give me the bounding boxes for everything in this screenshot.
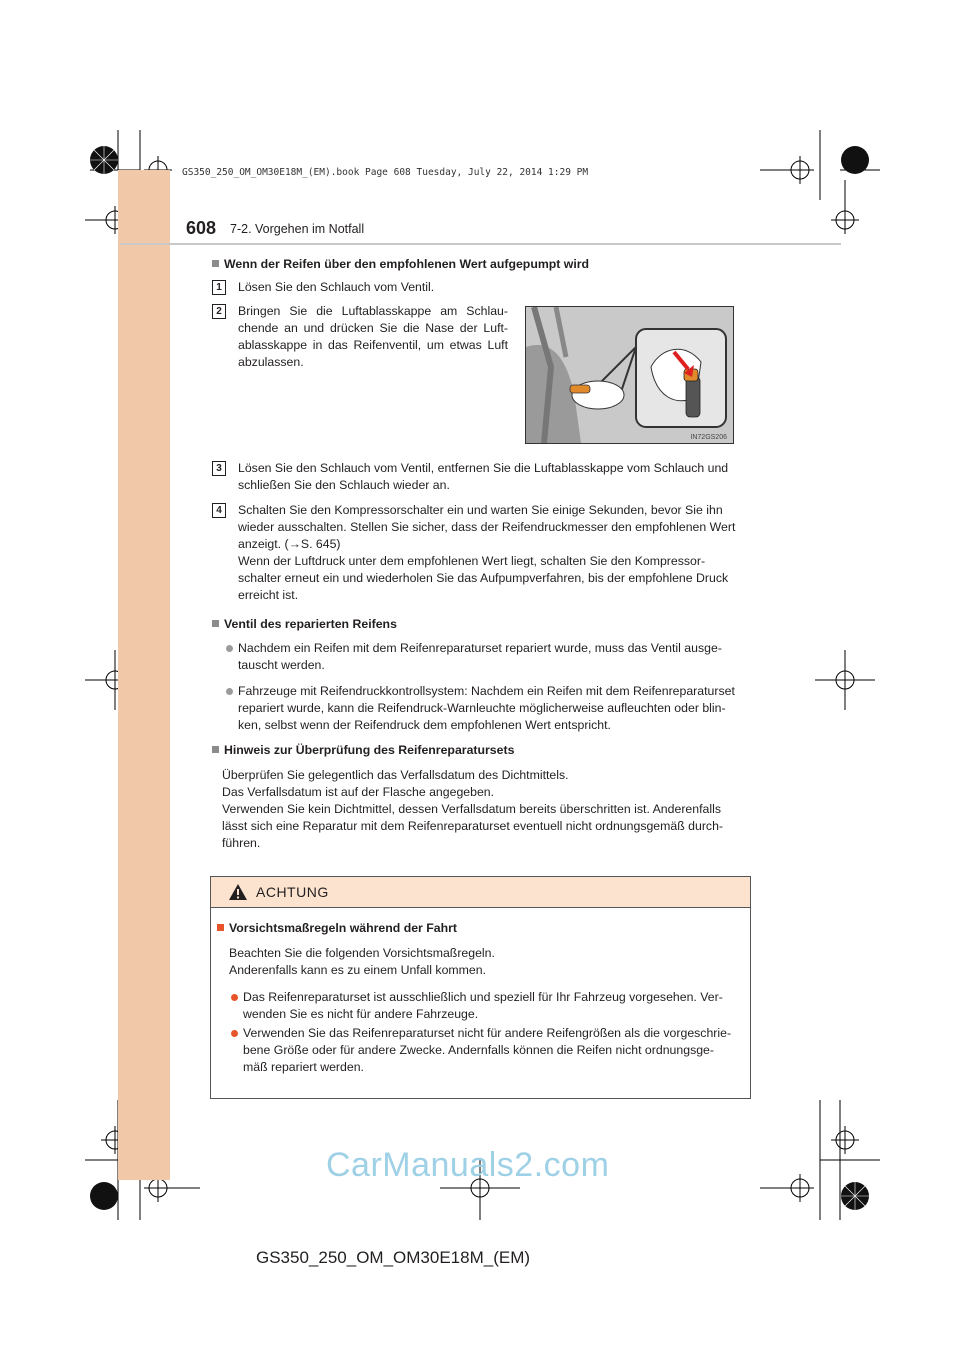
step-line: Schalten Sie den Kompressorschalter ein und warten Sie einige Sekunden, bevor Sie ihn xyxy=(238,503,723,517)
chapter-sidebar-tab xyxy=(118,170,170,1180)
warning-bullet-text xyxy=(243,989,743,1023)
step-text xyxy=(238,303,508,371)
square-bullet-icon xyxy=(212,260,219,267)
square-bullet-icon xyxy=(212,746,219,753)
bullet-line: tauscht werden. xyxy=(238,658,325,672)
step-number: 3 xyxy=(212,461,226,476)
step-line: abzulassen. xyxy=(238,355,304,369)
inflated-heading-text: Wenn der Reifen über den empfohlenen Wert aufgepumpt wird xyxy=(224,257,590,271)
valve-heading-text: Ventil des reparierten Reifens xyxy=(224,617,397,631)
step-line: Bringen Sie die Luftablasskappe am Schlau- xyxy=(238,304,508,318)
warning-line: mäß repariert werden. xyxy=(243,1060,364,1074)
bullet-line: Nachdem ein Reifen mit dem Reifenreparaturset repariert wurde, muss das Ventil ausge- xyxy=(238,641,722,655)
page-number: 608 xyxy=(186,218,217,238)
step-text xyxy=(238,502,746,604)
step-text xyxy=(238,460,746,494)
step-line: wieder ausschalten. Stellen Sie sicher, dass der Reifendruckmesser den empfohlenen Wert xyxy=(238,520,736,534)
step-number: 4 xyxy=(212,503,226,518)
warning-line: Beachten Sie die folgenden Vorsichtsmaßregeln. xyxy=(229,946,495,960)
watermark-text: CarManuals2.com xyxy=(326,1146,610,1184)
step-line: erreicht ist. xyxy=(238,588,299,602)
step-line: chende an und drücken Sie die Nase der Luft- xyxy=(238,321,508,335)
bullet-line: ken, selbst wenn der Reifendruck dem empfohlenen Wert entspricht. xyxy=(238,718,611,732)
step-line: schließen Sie den Schlauch wieder an. xyxy=(238,478,450,492)
check-line: Verwenden Sie kein Dichtmittel, dessen Verfallsdatum bereits überschritten ist. Anderenfalls xyxy=(222,802,721,816)
footer-code: GS350_250_OM_OM30E18M_(EM) xyxy=(256,1248,531,1267)
valve-bullet-text xyxy=(238,683,748,734)
header-rule xyxy=(120,243,841,245)
warning-heading xyxy=(217,921,457,935)
bullet-icon xyxy=(226,645,233,652)
check-text xyxy=(222,767,746,852)
bullet-line: repariert wurde, kann die Reifendruck-Warnleuchte möglicherweise aufleuchten oder blin- xyxy=(238,701,726,715)
check-line: Überprüfen Sie gelegentlich das Verfallsdatum des Dichtmittels. xyxy=(222,768,569,782)
warning-line: Das Reifenreparaturset ist ausschließlich und speziell für Ihr Fahrzeug vorgesehen. Ver- xyxy=(243,990,723,1004)
step-text xyxy=(238,279,498,296)
valve-heading xyxy=(212,617,397,631)
step-number: 2 xyxy=(212,304,226,319)
warning-header xyxy=(211,877,750,908)
check-line: Das Verfallsdatum ist auf der Flasche angegeben. xyxy=(222,785,495,799)
step-line: ablasskappe in das Reifenventil, um etwas Luft xyxy=(238,338,508,352)
check-line: lässt sich eine Reparatur mit dem Reifenreparaturset eventuell nicht ordnungsgemäß durch- xyxy=(222,819,724,833)
inflated-heading xyxy=(212,257,589,271)
square-bullet-icon xyxy=(212,620,219,627)
section-title: 7-2. Vorgehen im Notfall xyxy=(230,222,365,236)
warning-box xyxy=(210,876,751,1099)
warning-line: Anderenfalls kann es zu einem Unfall kommen. xyxy=(229,963,486,977)
valve-bullet-text xyxy=(238,640,748,674)
bullet-icon xyxy=(231,994,238,1001)
bullet-icon xyxy=(226,688,233,695)
step-line: schalter erneut ein und wiederholen Sie das Aufpumpverfahren, bis der empfohlene Druck xyxy=(238,571,729,585)
warning-line: bene Größe oder für andere Zwecke. Andernfalls können die Reifen nicht ordnungsge- xyxy=(243,1043,714,1057)
bullet-icon xyxy=(231,1030,238,1037)
check-heading-text: Hinweis zur Überprüfung des Reifenreparatursets xyxy=(224,743,515,757)
warning-bullet-text xyxy=(243,1025,743,1076)
step-line: Wenn der Luftdruck unter dem empfohlenen Wert liegt, schalten Sie den Kompressor- xyxy=(238,554,706,568)
warning-intro xyxy=(229,945,739,979)
warning-title: ACHTUNG xyxy=(256,884,329,900)
check-line: führen. xyxy=(222,836,261,850)
step-line: Lösen Sie den Schlauch vom Ventil, entfernen Sie die Luftablasskappe vom Schlauch und xyxy=(238,461,729,475)
bullet-line: Fahrzeuge mit Reifendruckkontrollsystem: Nachdem ein Reifen mit dem Reifenreparaturset xyxy=(238,684,735,698)
figure-id: IN72GS206 xyxy=(690,434,727,441)
warning-heading-text: Vorsichtsmaßregeln während der Fahrt xyxy=(229,921,458,935)
step-line: Lösen Sie den Schlauch vom Ventil. xyxy=(238,280,435,294)
valve-cap-illustration xyxy=(525,306,734,444)
step-number: 1 xyxy=(212,280,226,295)
warning-line: Verwenden Sie das Reifenreparaturset nicht für andere Reifengrößen als die vorgeschrie- xyxy=(243,1026,732,1040)
warning-triangle-icon xyxy=(228,883,248,901)
book-file-header: GS350_250_OM_OM30E18M_(EM).book Page 608 Tuesday, July 22, 2014 1:29 PM xyxy=(182,167,589,178)
step-line: anzeigt. (→S. 645) xyxy=(238,537,341,551)
warning-line: wenden Sie es nicht für andere Fahrzeuge. xyxy=(243,1007,479,1021)
square-bullet-icon xyxy=(217,924,224,931)
check-heading xyxy=(212,743,514,757)
